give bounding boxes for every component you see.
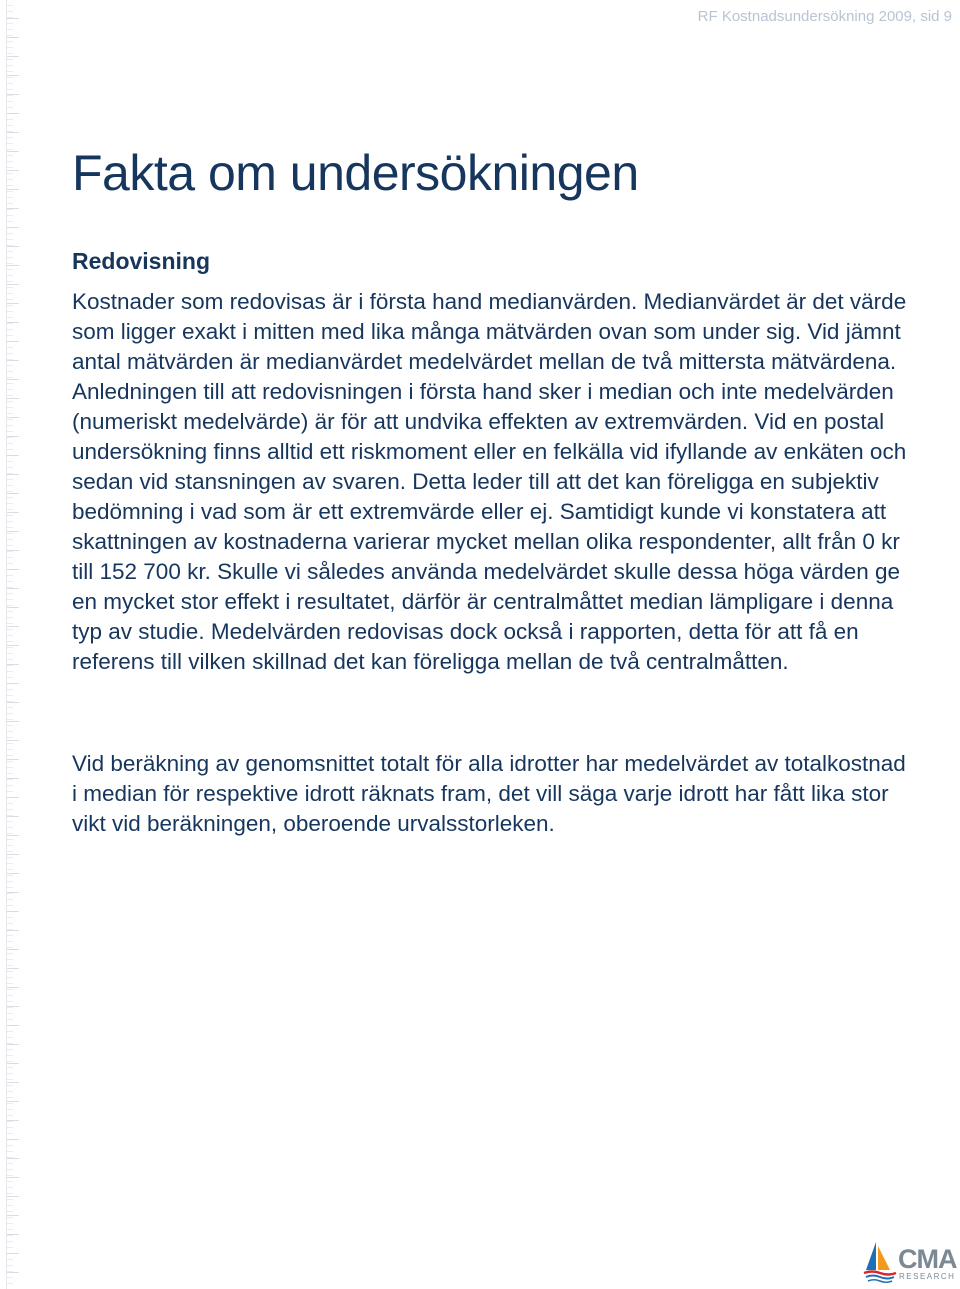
- page-title: Fakta om undersökningen: [72, 145, 639, 201]
- sailboat-logo-icon: [862, 1240, 898, 1284]
- logo-subtext: RESEARCH: [899, 1272, 956, 1281]
- body-paragraph: Vid beräkning av genomsnittet totalt för alla idrotter har medelvärdet av totalkostnad i median för respektive idrott räknats fram, det vill säga varje idrott har fått lika stor vikt vid beräkningen, oberoende urvalsstorleken.: [72, 751, 906, 836]
- page-reference: RF Kostnadsundersökning 2009, sid 9: [697, 8, 952, 25]
- section-heading: Redovisning: [72, 248, 211, 274]
- company-logo: [862, 1240, 960, 1284]
- margin-ruler: [6, 0, 19, 1289]
- body-paragraph: Kostnader som redovisas är i första hand medianvärden. Medianvärdet är det värde som ligger exakt i mitten med lika många mätvärden ovan som under sig. Vid jämnt antal mätvärden är medianvärdet medelvärdet mellan de två mittersta mätvärdena. Anledningen till att redovisningen i första hand sker i median och inte medelvärden (numeriskt medelvärde) är för att undvika effekten av extremvärden. Vid en postal undersökning finns alltid ett riskmoment eller en felkälla vid ifyllande av enkäten och sedan vid stansningen av svaren. Detta leder till att det kan föreligga en subjektiv bedömning i vad som är ett extremvärde eller ej. Samtidigt kunde vi konstatera att skattningen av kostnaderna varierar mycket mellan olika respondenter, allt från 0 kr till 152 700 kr. Skulle vi således använda medelvärdet skulle dessa höga värden ge en mycket stor effekt i resultatet, därför är centralmåttet median lämpligare i denna typ av studie. Medelvärden redovisas dock också i rapporten, detta för att få en referens till vilken skillnad det kan föreligga mellan de två centralmåtten.: [72, 289, 907, 674]
- logo-text: CMA: [898, 1244, 957, 1274]
